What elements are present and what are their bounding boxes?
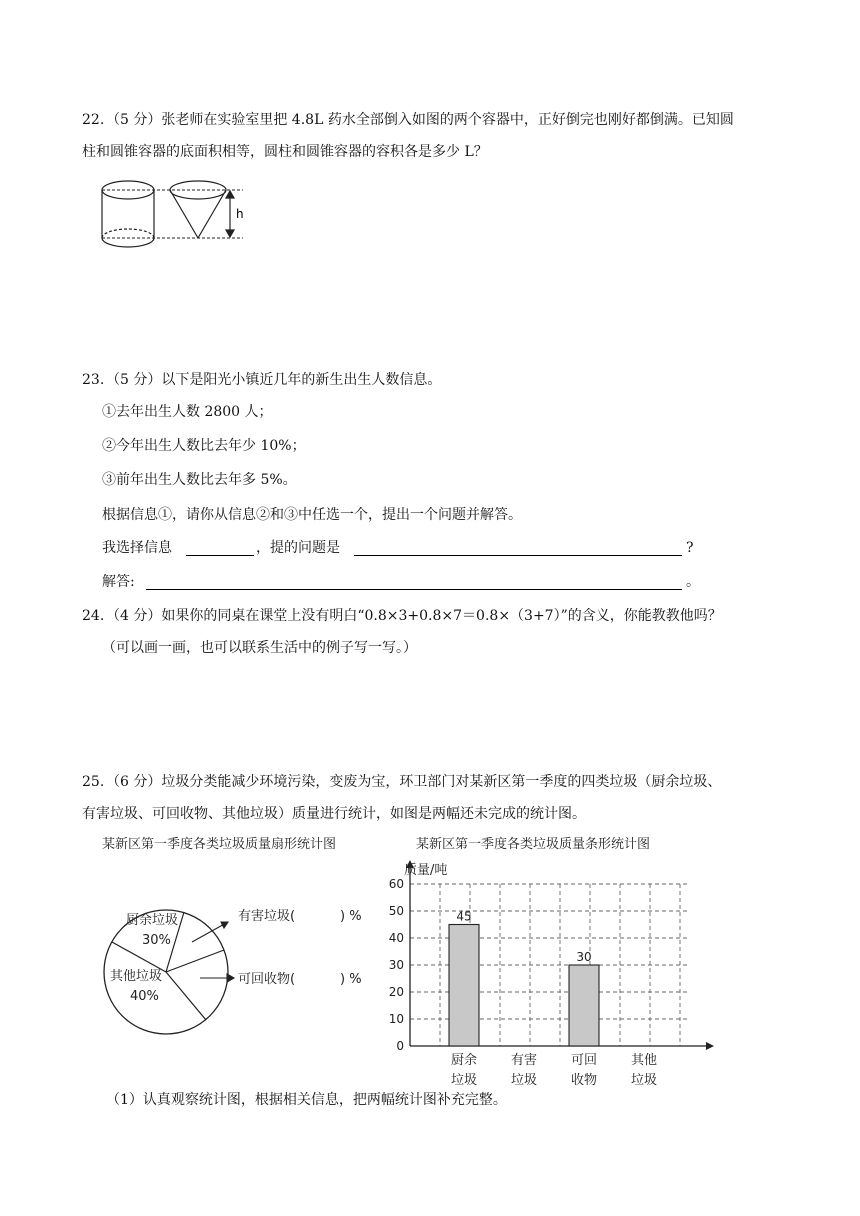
category-label: 有害: [510, 1053, 538, 1068]
category-label: 垃圾: [450, 1073, 478, 1086]
q22-line2: 柱和圆锥容器的底面积相等，圆柱和圆锥容器的容积各是多少 L？: [82, 144, 488, 160]
q22-line1: （5 分）张老师在实验室里把 4.8L 药水全部倒入如图的两个容器中，正好倒完也刚好都倒满。已知圆: [106, 112, 734, 128]
q25-number: 25.: [82, 774, 105, 790]
q23-info1: ①去年出生人数 2800 人；: [102, 404, 273, 420]
bar-marks: [449, 910, 599, 1047]
category-label: 其他: [630, 1053, 658, 1068]
q25-line1: （6 分）垃圾分类能减少环境污染，变废为宝，环卫部门对某新区第一季度的四类垃圾（厨余垃圾、: [106, 774, 722, 790]
q23-info2: ②今年出生人数比去年少 10%；: [102, 438, 306, 454]
bar-chart: [370, 832, 720, 1086]
pie-hazard-label: 有害垃圾(: [238, 909, 296, 924]
pie-recycle-label: 可回收物(: [238, 972, 296, 987]
category-label: 垃圾: [630, 1073, 658, 1086]
bar-chart-title: 某新区第一季度各类垃圾质量条形统计图: [416, 837, 651, 852]
q23-task: 根据信息①，请你从信息②和③中任选一个，提出一个问题并解答。: [102, 507, 522, 523]
q24-line1: （4 分）如果你的同桌在课堂上没有明白“0.8×3+0.8×7＝0.8×（3+7）”的含义，你能教教他吗？: [106, 608, 722, 624]
y-tick-label: 20: [388, 985, 404, 999]
bar-value-label: 45: [456, 909, 472, 924]
pie-recycle-suffix: ) %: [340, 972, 362, 987]
y-tick-label: 40: [388, 931, 404, 945]
bar: [449, 925, 479, 1047]
y-tick-label: 10: [388, 1012, 404, 1026]
q23-answer-label: 解答:: [102, 574, 135, 590]
answer-blank[interactable]: [146, 575, 682, 590]
y-tick-label: 60: [388, 877, 404, 891]
category-label: 垃圾: [510, 1073, 538, 1086]
bar-value-label: 30: [576, 950, 592, 964]
pie-chart: [96, 832, 396, 1082]
q23-question-end: ?: [686, 540, 694, 556]
y-tick-label: 50: [388, 904, 404, 918]
bar-ticks: [389, 877, 404, 1053]
q25-sub1: （1）认真观察统计图，根据相关信息，把两幅统计图补充完整。: [106, 1092, 507, 1108]
x-axis-arrow: [706, 1042, 714, 1050]
cylinder-shape: [102, 181, 154, 247]
q23-question-label: ，提的问题是: [256, 540, 340, 556]
q25-line2: 有害垃圾、可回收物、其他垃圾）质量进行统计，如图是两幅还未完成的统计图。: [82, 806, 586, 822]
pie-sector-lines: [112, 912, 224, 1020]
q24-number: 24.: [82, 608, 105, 624]
bar-ylabel: 质量/吨: [404, 863, 448, 878]
bar: [569, 965, 599, 1046]
pie-hazard-suffix: ) %: [340, 909, 362, 924]
q23-intro: （5 分）以下是阳光小镇近几年的新生出生人数信息。: [106, 372, 442, 388]
q23-answer-end: 。: [686, 574, 700, 590]
category-label: 厨余: [450, 1053, 478, 1068]
pie-kitchen-label: 厨余垃圾: [126, 913, 179, 928]
q22-number: 22.: [82, 112, 105, 128]
q24-line2: （可以画一画，也可以联系生活中的例子写一写。）: [102, 640, 417, 656]
bar-categories: [451, 1052, 657, 1086]
height-arrow: [226, 191, 234, 237]
pie-title: 某新区第一季度各类垃圾质量扇形统计图: [102, 837, 337, 852]
pie-other-label: 其他垃圾: [110, 969, 163, 984]
question-blank[interactable]: [354, 541, 682, 556]
height-label: h: [236, 207, 244, 221]
category-label: 可回: [570, 1053, 598, 1068]
q23-info3: ③前年出生人数比去年多 5%。: [102, 472, 297, 488]
q23-number: 23.: [82, 372, 105, 388]
pie-kitchen-pct: 30%: [142, 933, 171, 948]
category-label: 收物: [570, 1073, 598, 1086]
y-tick-label: 30: [388, 958, 404, 972]
y-tick-label: 0: [396, 1039, 404, 1053]
info-choice-blank[interactable]: [186, 541, 254, 556]
pie-other-pct: 40%: [130, 989, 159, 1004]
cylinder-cone-figure: [100, 174, 250, 256]
q23-choose-label: 我选择信息: [102, 540, 172, 556]
